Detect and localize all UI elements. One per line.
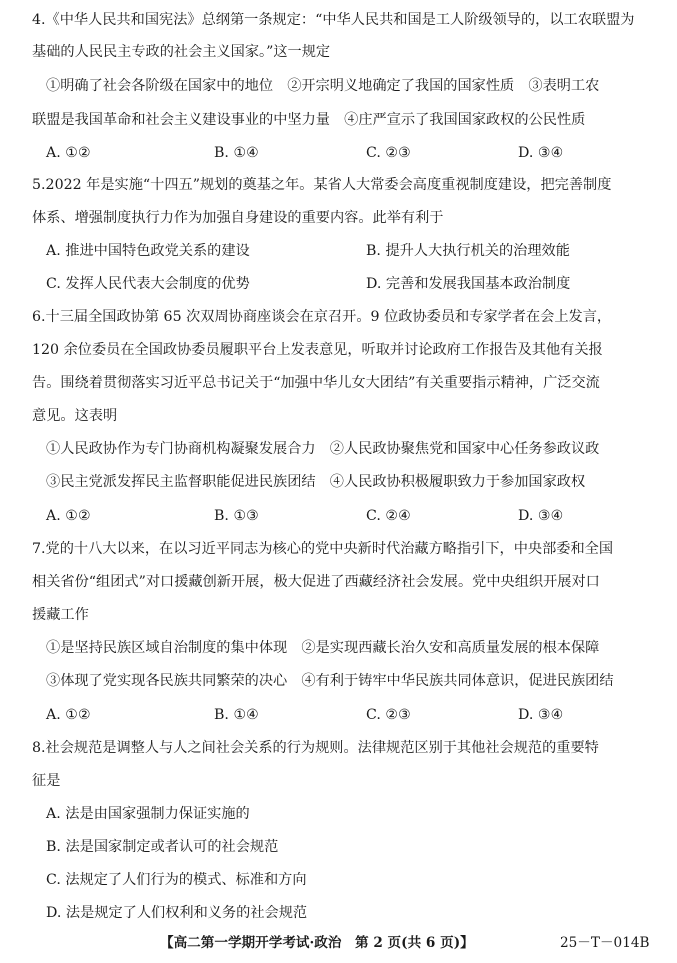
page-footer bbox=[0, 933, 677, 953]
q6-stem-line-1: 6.十三届全国政协第 65 次双周协商座谈会在京召开。9 位政协委员和专家学者在会上发言， bbox=[32, 309, 612, 325]
footer-code: 25－T－014B bbox=[560, 935, 650, 951]
q5-option-a: A. 推进中国特色政党关系的建设 bbox=[46, 243, 250, 259]
q5-options-row-1 bbox=[46, 241, 650, 261]
q4-option-a: A. ①② bbox=[46, 145, 91, 161]
q7-option-b: B. ①④ bbox=[214, 707, 259, 723]
q6-statements-line-2: ③民主党派发挥民主监督职能促进民族团结 ④人民政协积极履职致力于参加国家政权 bbox=[46, 474, 586, 490]
q7-stem-line-1: 7.党的十八大以来，在以习近平同志为核心的党中央新时代治藏方略指引下，中央部委和全国 bbox=[32, 541, 614, 557]
q4-statements-line-1: ①明确了社会各阶级在国家中的地位 ②开宗明义地确定了我国的国家性质 ③表明工农 bbox=[46, 78, 600, 94]
q8-option-c: C. 法规定了人们行为的模式、标准和方向 bbox=[46, 872, 307, 888]
q4-stem-line-2: 基础的人民民主专政的社会主义国家。”这一规定 bbox=[32, 44, 331, 60]
q7-option-d: D. ③④ bbox=[518, 707, 564, 723]
q6-option-d: D. ③④ bbox=[518, 508, 564, 524]
q6-option-a: A. ①② bbox=[46, 508, 91, 524]
q7-options bbox=[46, 705, 650, 725]
q7-option-c: C. ②③ bbox=[366, 707, 411, 723]
q7-stem-line-2: 相关省份“组团式”对口援藏创新开展，极大促进了西藏经济社会发展。党中央组织开展对口 bbox=[32, 574, 600, 590]
q5-option-d: D. 完善和发展我国基本政治制度 bbox=[366, 276, 571, 292]
q4-stem-line-1: 4.《中华人民共和国宪法》总纲第一条规定：“中华人民共和国是工人阶级领导的，以工农联盟为 bbox=[32, 12, 635, 28]
q8-option-a: A. 法是由国家强制力保证实施的 bbox=[46, 806, 250, 822]
q6-options bbox=[46, 506, 650, 526]
q8-stem-line-2: 征是 bbox=[32, 773, 61, 789]
q4-option-d: D. ③④ bbox=[518, 145, 564, 161]
q7-statements-line-2: ③体现了党实现各民族共同繁荣的决心 ④有利于铸牢中华民族共同体意识，促进民族团结 bbox=[46, 673, 614, 689]
q6-stem-line-4: 意见。这表明 bbox=[32, 408, 118, 424]
footer-exam-info: 【高二第一学期开学考试·政治 第 2 页(共 6 页)】 bbox=[160, 935, 474, 951]
q8-option-b: B. 法是国家制定或者认可的社会规范 bbox=[46, 839, 279, 855]
q4-statements-line-2: 联盟是我国革命和社会主义建设事业的中坚力量 ④庄严宣示了我国国家政权的公民性质 bbox=[32, 112, 586, 128]
q4-options bbox=[46, 143, 650, 163]
q7-statements-line-1: ①是坚持民族区域自治制度的集中体现 ②是实现西藏长治久安和高质量发展的根本保障 bbox=[46, 640, 600, 656]
q5-options-row-2 bbox=[46, 274, 650, 294]
q6-stem-line-2: 120 余位委员在全国政协委员履职平台上发表意见，听取并讨论政府工作报告及其他有关报 bbox=[32, 342, 603, 358]
q4-option-c: C. ②③ bbox=[366, 145, 411, 161]
q5-stem-line-1: 5.2022 年是实施“十四五”规划的奠基之年。某省人大常委会高度重视制度建设，把完善制度 bbox=[32, 177, 612, 193]
q6-option-b: B. ①③ bbox=[214, 508, 259, 524]
q8-option-d: D. 法是规定了人们权利和义务的社会规范 bbox=[46, 905, 308, 921]
q5-option-b: B. 提升人大执行机关的治理效能 bbox=[366, 243, 570, 259]
q6-stem-line-3: 告。围绕着贯彻落实习近平总书记关于“加强中华儿女大团结”有关重要指示精神，广泛交流 bbox=[32, 375, 600, 391]
q7-stem-line-3: 援藏工作 bbox=[32, 607, 89, 623]
q4-option-b: B. ①④ bbox=[214, 145, 259, 161]
q8-stem-line-1: 8.社会规范是调整人与人之间社会关系的行为规则。法律规范区别于其他社会规范的重要特 bbox=[32, 740, 599, 756]
q5-stem-line-2: 体系、增强制度执行力作为加强自身建设的重要内容。此举有利于 bbox=[32, 210, 444, 226]
q7-option-a: A. ①② bbox=[46, 707, 91, 723]
q6-statements-line-1: ①人民政协作为专门协商机构凝聚发展合力 ②人民政协聚焦党和国家中心任务参政议政 bbox=[46, 441, 600, 457]
q5-option-c: C. 发挥人民代表大会制度的优势 bbox=[46, 276, 250, 292]
q6-option-c: C. ②④ bbox=[366, 508, 411, 524]
